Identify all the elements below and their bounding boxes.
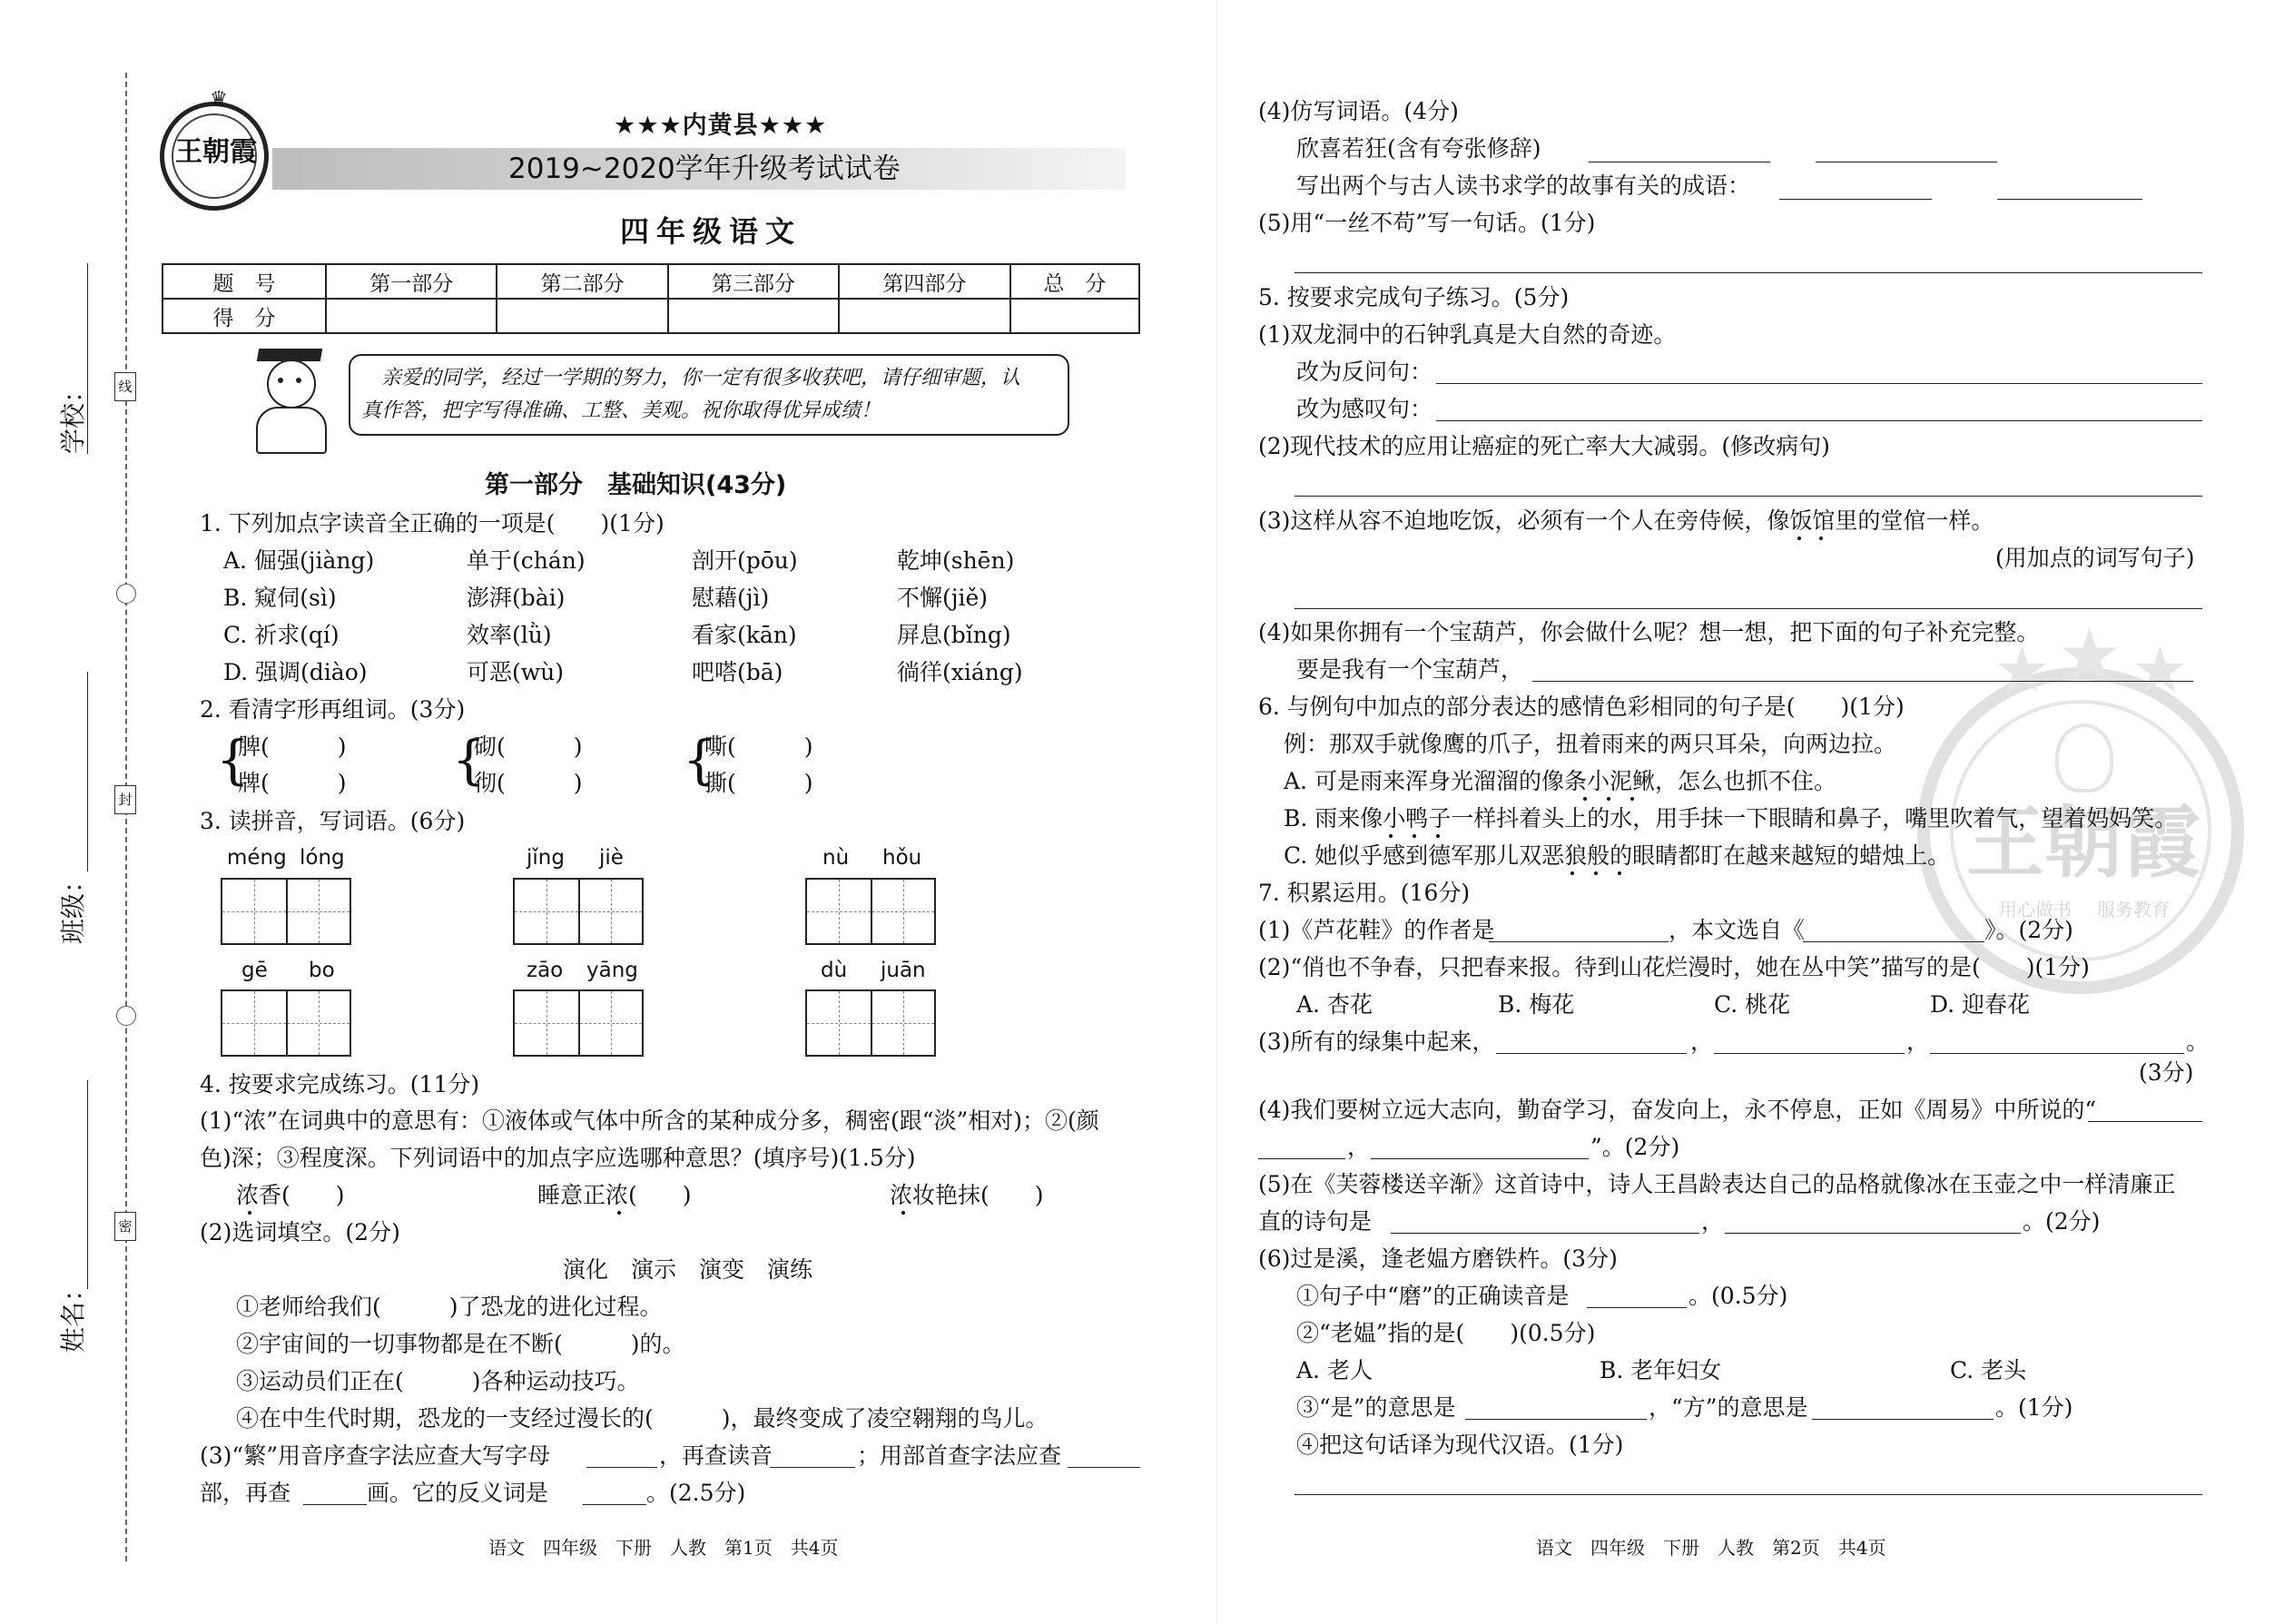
q7-3-points: (3分) bbox=[2139, 1059, 2194, 1086]
answer-blank[interactable] bbox=[1997, 199, 2142, 200]
q2-item: 彻( ) bbox=[474, 770, 583, 796]
brand-logo: ♛ 王朝霞 bbox=[160, 102, 269, 211]
answer-blank[interactable] bbox=[303, 1504, 367, 1505]
answer-blank[interactable] bbox=[1496, 1053, 1687, 1054]
q1-opt: 澎湃(bài) bbox=[467, 585, 566, 611]
q4-3-text: (3)“繁”用音序查字法应查大写字母 bbox=[200, 1442, 550, 1469]
binding-hole-1 bbox=[116, 584, 136, 604]
q5-4: (4)如果你拥有一个宝葫芦，你会做什么呢？想一想，把下面的句子补充完整。 bbox=[1258, 619, 2040, 645]
q5-3: (3)这样从容不迫地吃饭，必须有一个人在旁侍候，像饭馆里的堂倌一样。 bbox=[1258, 507, 1994, 534]
score-head-1: 第一部分 bbox=[326, 264, 497, 299]
q5-3-note: (用加点的词写句子) bbox=[1995, 545, 2195, 571]
q7-6-option: A. 老人 bbox=[1296, 1357, 1373, 1383]
q4-2-item: ③运动员们正在( )各种运动技巧。 bbox=[236, 1368, 640, 1394]
school-label: 学校： bbox=[58, 377, 88, 454]
q7-stem: 7. 积累运用。(16分) bbox=[1258, 880, 1471, 906]
greeting-bubble: 亲爱的同学，经过一学期的努力，你一定有很多收获吧，请仔细审题，认 真作答，把字写得准确、工整、美观。祝你取得优异成绩！ bbox=[349, 354, 1069, 436]
margin-mark-1: 线 bbox=[114, 372, 136, 401]
emphasis-dot bbox=[901, 1211, 905, 1215]
q1-opt: 吧嗒(bā) bbox=[692, 659, 783, 685]
answer-line[interactable] bbox=[1295, 608, 2202, 609]
q7-6: (6)过是溪，逢老媪方磨铁杵。(3分) bbox=[1258, 1245, 1618, 1272]
emphasis-dot bbox=[1583, 797, 1587, 801]
watermark-seal: ★ ★ ★ 王朝霞 用心做书 服务教育 bbox=[1917, 667, 2244, 994]
q5-2: (2)现代技术的应用让癌症的死亡率大大减弱。(修改病句) bbox=[1258, 433, 1830, 459]
q2-item: 砌( ) bbox=[474, 733, 583, 760]
answer-blank[interactable] bbox=[1930, 1053, 2184, 1054]
q6-example: 例：那双手就像鹰的爪子，扭着雨来的两只耳朵，向两边拉。 bbox=[1284, 731, 1897, 757]
q1-opt: 屏息(bǐng) bbox=[897, 622, 1011, 648]
q7-2-option: A. 杏花 bbox=[1296, 991, 1373, 1018]
county-title: ★★★内黄县★★★ bbox=[614, 112, 828, 140]
binding-hole-2 bbox=[116, 1006, 136, 1026]
writing-grid[interactable] bbox=[221, 989, 351, 1057]
pinyin: jǐng bbox=[527, 846, 565, 870]
q1-opt: 慰藉(jì) bbox=[692, 585, 770, 611]
q7-2-option: B. 梅花 bbox=[1498, 991, 1575, 1018]
q7-2-option: C. 桃花 bbox=[1714, 991, 1791, 1018]
q2-item: 牌( ) bbox=[238, 770, 347, 796]
emphasis-dot bbox=[1413, 834, 1416, 838]
emphasis-dot bbox=[1389, 834, 1393, 838]
q1-opt: D. 强调(diào) bbox=[223, 659, 368, 685]
answer-blank[interactable] bbox=[1779, 199, 1932, 200]
star-icon: ★ bbox=[2057, 613, 2122, 697]
margin-mark-3: 密 bbox=[114, 1212, 136, 1241]
q7-4: (4)我们要树立远大志向，勤奋学习，奋发向上，永不停息，正如《周易》中所说的“ bbox=[1258, 1097, 2097, 1123]
writing-grid[interactable] bbox=[221, 878, 351, 945]
answer-blank[interactable] bbox=[586, 1467, 657, 1468]
q4-1-text: (1)“浓”在词典中的意思有：①液体或气体中所含的某种成分多，稠密(跟“淡”相对)；②(颜 bbox=[200, 1107, 1099, 1134]
emphasis-dot bbox=[248, 1211, 251, 1215]
pinyin: méng bbox=[227, 846, 287, 870]
answer-blank[interactable] bbox=[770, 1467, 855, 1468]
q7-5: 。(2分) bbox=[2023, 1208, 2101, 1235]
q4-3-text: ；用部首查字法应查 bbox=[857, 1442, 1062, 1469]
answer-blank[interactable] bbox=[1489, 941, 1669, 942]
q3-stem: 3. 读拼音，写词语。(6分) bbox=[200, 808, 466, 834]
emphasis-dot bbox=[1819, 536, 1823, 540]
page-divider bbox=[1216, 0, 1217, 1624]
q4-3-text: 画。它的反义词是 bbox=[367, 1480, 549, 1506]
score-head-5: 总 分 bbox=[1010, 264, 1139, 299]
answer-blank[interactable] bbox=[1465, 1419, 1647, 1420]
name-line bbox=[87, 1080, 88, 1289]
pinyin: juān bbox=[881, 959, 926, 982]
q4-3-text: 。(2.5分) bbox=[646, 1480, 746, 1506]
q6-option-b: B. 雨来像小鸭子一样抖着头上的水，用手抹一下眼睛和鼻子，嘴里吹着气，望着妈妈笑。 bbox=[1284, 805, 2178, 832]
q7-6a: ①句子中“磨”的正确读音是 bbox=[1296, 1283, 1570, 1309]
q4-2-item: ②宇宙间的一切事物都是在不断( )的。 bbox=[236, 1331, 685, 1357]
answer-blank[interactable] bbox=[1812, 1419, 1994, 1420]
q1-opt: 效率(lǜ) bbox=[467, 622, 552, 648]
portrait-icon bbox=[2055, 723, 2113, 792]
pinyin: nù bbox=[822, 846, 850, 870]
q1-opt: 看家(kān) bbox=[692, 622, 797, 648]
answer-blank[interactable] bbox=[1391, 1233, 1699, 1234]
emphasis-dot bbox=[1594, 871, 1598, 875]
q5-1: (1)双龙洞中的石钟乳真是大自然的奇迹。 bbox=[1258, 321, 1677, 348]
writing-grid[interactable] bbox=[805, 878, 936, 945]
q6-option-a: A. 可是雨来浑身光溜溜的像条小泥鳅，怎么也抓不住。 bbox=[1284, 768, 1836, 794]
answer-line[interactable] bbox=[1436, 420, 2202, 421]
q7-3: (3)所有的绿集中起来， bbox=[1258, 1029, 1495, 1055]
q6-stem: 6. 与例句中加点的部分表达的感情色彩相同的句子是( )(1分) bbox=[1258, 694, 1905, 720]
q4-3-text: ，再查读音 bbox=[659, 1442, 773, 1469]
emphasis-dot bbox=[1630, 797, 1634, 801]
q5-stem: 5. 按要求完成句子练习。(5分) bbox=[1258, 284, 1570, 310]
q4-2-item: ①老师给我们( )了恐龙的进化过程。 bbox=[236, 1294, 663, 1320]
crown-icon: ♛ bbox=[210, 88, 228, 111]
graduate-student-icon bbox=[249, 345, 330, 452]
answer-blank[interactable] bbox=[2088, 1121, 2202, 1122]
q7-6-option: C. 老头 bbox=[1950, 1357, 2027, 1383]
page-footer-1: 语文 四年级 下册 人教 第1页 共4页 bbox=[488, 1537, 839, 1559]
q7-5: (5)在《芙蓉楼送辛渐》这首诗中，诗人王昌龄表达自己的品格就像冰在玉壶之中一样清廉正 bbox=[1258, 1171, 2176, 1197]
pinyin: hǒu bbox=[882, 846, 922, 870]
q2-item: 撕( ) bbox=[704, 770, 813, 796]
answer-blank[interactable] bbox=[1725, 1233, 2021, 1234]
part1-title: 第一部分 基础知识(43分) bbox=[485, 471, 787, 499]
q7-1: ，本文选自《 bbox=[1669, 917, 1806, 943]
q5-1a: 改为反问句： bbox=[1296, 359, 1433, 385]
answer-line[interactable] bbox=[1532, 681, 2193, 682]
score-head-4: 第四部分 bbox=[839, 264, 1009, 299]
q1-stem: 1. 下列加点字读音全正确的一项是( )(1分) bbox=[200, 510, 665, 536]
q7-6c: ，“方”的意思是 bbox=[1649, 1394, 1808, 1421]
q7-6c: ③“是”的意思是 bbox=[1296, 1394, 1456, 1421]
q7-5: 直的诗句是 bbox=[1258, 1208, 1373, 1235]
q4-4-prompt: 写出两个与古人读书求学的故事有关的成语： bbox=[1296, 172, 1751, 199]
q1-opt: B. 窥伺(sì) bbox=[223, 585, 337, 611]
q7-4-end: ”。(2分) bbox=[1590, 1134, 1680, 1160]
q1-opt: 乾坤(shēn) bbox=[897, 547, 1015, 574]
class-label: 班级： bbox=[58, 867, 88, 944]
subject-title: 四年级语文 bbox=[620, 214, 802, 249]
pinyin: yāng bbox=[586, 959, 638, 982]
q1-opt: C. 祈求(qí) bbox=[223, 622, 340, 648]
q7-2-option: D. 迎春花 bbox=[1930, 991, 2031, 1018]
q4-1-item: 睡意正浓( ) bbox=[537, 1182, 692, 1208]
emphasis-dot bbox=[1618, 871, 1621, 875]
class-line bbox=[87, 672, 88, 871]
answer-line[interactable] bbox=[1436, 383, 2202, 384]
exam-title: 2019~2020学年升级考试试卷 bbox=[508, 153, 901, 185]
name-label: 姓名： bbox=[58, 1275, 88, 1353]
q7-6d: ④把这句话译为现代汉语。(1分) bbox=[1296, 1432, 1624, 1458]
q5-4a: 要是我有一个宝葫芦， bbox=[1296, 656, 1524, 683]
q7-2: (2)“俏也不争春，只把春来报。待到山花烂漫时，她在丛中笑”描写的是( )(1分) bbox=[1258, 954, 2090, 980]
school-line bbox=[87, 263, 88, 454]
emphasis-dot bbox=[1607, 797, 1610, 801]
q1-opt: 不懈(jiě) bbox=[897, 585, 989, 611]
pinyin: bo bbox=[309, 959, 335, 982]
answer-blank[interactable] bbox=[583, 1504, 646, 1505]
q1-opt: 可恶(wù) bbox=[467, 659, 565, 685]
pinyin: zāo bbox=[527, 959, 564, 982]
answer-blank[interactable] bbox=[1714, 1053, 1905, 1054]
writing-grid[interactable] bbox=[513, 878, 644, 945]
answer-blank[interactable] bbox=[1371, 1158, 1589, 1159]
star-icon: ★ bbox=[2132, 633, 2189, 707]
pinyin: lóng bbox=[300, 846, 345, 870]
q1-opt: A. 倔强(jiàng) bbox=[223, 547, 375, 574]
q7-1: (1)《芦花鞋》的作者是 bbox=[1258, 917, 1495, 943]
pinyin: gē bbox=[241, 959, 268, 982]
q4-1-item: 浓香( ) bbox=[236, 1182, 345, 1208]
answer-blank[interactable] bbox=[1803, 941, 1984, 942]
q4-2-words: 演化 演示 演变 演练 bbox=[563, 1256, 813, 1283]
score-table bbox=[162, 263, 1140, 334]
q1-opt: 单于(chán) bbox=[467, 547, 586, 574]
emphasis-dot bbox=[1570, 871, 1574, 875]
page-footer-2: 语文 四年级 下册 人教 第2页 共4页 bbox=[1536, 1537, 1886, 1559]
score-cell[interactable] bbox=[668, 299, 839, 333]
score-cell[interactable] bbox=[497, 299, 667, 333]
q4-1-item: 浓妆艳抹( ) bbox=[890, 1182, 1044, 1208]
writing-grid[interactable] bbox=[513, 989, 644, 1057]
q7-6c: 。(1分) bbox=[1995, 1394, 2073, 1421]
answer-blank[interactable] bbox=[1068, 1467, 1140, 1468]
q7-1: 》。(2分) bbox=[1984, 917, 2073, 943]
brace: { bbox=[683, 729, 716, 791]
q7-6a: 。(0.5分) bbox=[1689, 1283, 1788, 1309]
q2-item: 嘶( ) bbox=[704, 733, 813, 760]
score-label: 得 分 bbox=[162, 299, 326, 333]
emphasis-dot bbox=[1797, 536, 1801, 540]
binding-margin bbox=[0, 0, 163, 1624]
emphasis-dot bbox=[1436, 834, 1440, 838]
q2-stem: 2. 看清字形再组词。(3分) bbox=[200, 696, 466, 723]
q7-6b: ②“老媪”指的是( )(0.5分) bbox=[1296, 1320, 1596, 1346]
star-icon: ★ bbox=[1994, 633, 2051, 707]
brace: { bbox=[216, 729, 250, 791]
score-head-3: 第三部分 bbox=[668, 264, 839, 299]
q6-option-c: C. 她似乎感到德军那儿双恶狼般的眼睛都盯在越来越短的蜡烛上。 bbox=[1284, 842, 1951, 869]
q4-4-prompt: 欣喜若狂(含有夸张修辞) bbox=[1296, 135, 1541, 162]
q4-4-stem: (4)仿写词语。(4分) bbox=[1258, 98, 1459, 124]
q4-stem: 4. 按要求完成练习。(11分) bbox=[200, 1071, 480, 1097]
q4-2-text: (2)选词填空。(2分) bbox=[200, 1219, 400, 1245]
answer-line[interactable] bbox=[1295, 496, 2202, 497]
q4-2-item: ④在中生代时期，恐龙的一支经过漫长的( )，最终变成了凌空翱翔的鸟儿。 bbox=[236, 1405, 1049, 1432]
q4-3-text: 部，再查 bbox=[200, 1480, 291, 1506]
pinyin: dù bbox=[821, 959, 848, 982]
score-head-2: 第二部分 bbox=[497, 264, 667, 299]
emphasis-dot bbox=[617, 1211, 621, 1215]
q4-1-text: 色)深；③程度深。下列词语中的加点字应选哪种意思？(填序号)(1.5分) bbox=[200, 1145, 916, 1171]
q5-1b: 改为感叹句： bbox=[1296, 396, 1433, 422]
margin-mark-2: 封 bbox=[114, 785, 136, 814]
score-cell[interactable] bbox=[1010, 299, 1139, 333]
q1-opt: 徜徉(xiáng) bbox=[897, 659, 1023, 685]
brace: { bbox=[452, 729, 486, 791]
answer-blank[interactable] bbox=[1587, 1307, 1687, 1308]
score-cell[interactable] bbox=[839, 299, 1009, 333]
answer-line[interactable] bbox=[1295, 1494, 2202, 1495]
q1-opt: 剖开(pōu) bbox=[692, 547, 798, 574]
answer-line[interactable] bbox=[1295, 272, 2202, 273]
q2-item: 脾( ) bbox=[238, 733, 347, 760]
score-cell[interactable] bbox=[326, 299, 497, 333]
score-head-0: 题 号 bbox=[162, 264, 326, 299]
answer-blank[interactable] bbox=[1258, 1158, 1345, 1159]
pinyin: jiè bbox=[599, 846, 624, 870]
writing-grid[interactable] bbox=[805, 989, 936, 1057]
q7-6-option: B. 老年妇女 bbox=[1600, 1357, 1722, 1383]
q4-5-stem: (5)用“一丝不苟”写一句话。(1分) bbox=[1258, 210, 1596, 236]
